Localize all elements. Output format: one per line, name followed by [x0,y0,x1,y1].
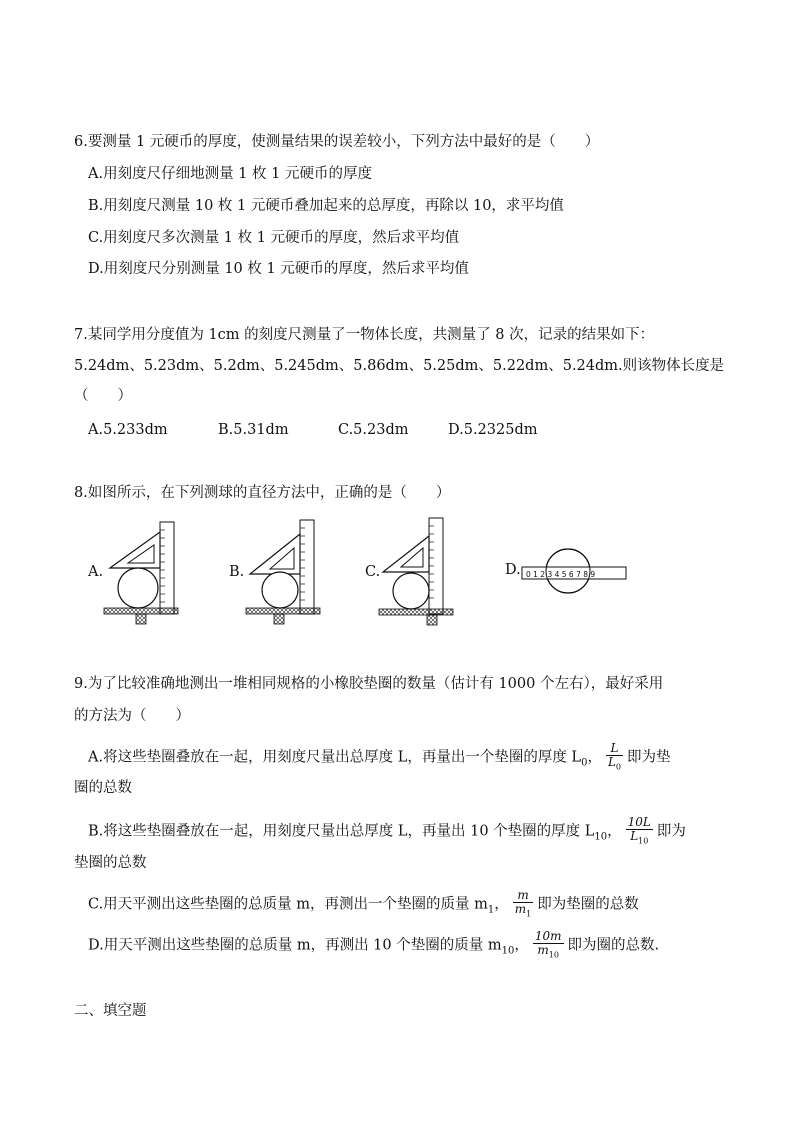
q9-option-a: A.将这些垫圈叠放在一起，用刻度尺量出总厚度 L，再量出一个垫圈的厚度 $L_0$， $\frac{L}{L_0}$ 即为垫 [88,741,671,772]
q9-option-c-text: C.用天平测出这些垫圈的总质量 m，再测出一个垫圈的质量 m [88,896,488,913]
q7-stem-line2: 5.24dm、5.23dm、5.2dm、5.245dm、5.86dm、5.25dm、5.22dm、5.24dm.则该物体长度是 [74,358,725,374]
q7-option-a: A.5.233dm [88,422,168,438]
q9-option-c-fraction: $\frac{m}{m_1}$ [514,888,532,919]
q6-stem: 6.要测量 1 元硬币的厚度，使测量结果的误差较小，下列方法中最好的是（ ） [74,134,600,150]
q9-option-b-cont: 垫圈的总数 [74,855,147,871]
q9-stem-line1: 9.为了比较准确地测出一堆相同规格的小橡胶垫圈的数量（估计有 1000 个左右），最好采用 [74,676,664,692]
q9-option-d-sub: 10 [501,945,515,957]
q9-option-c-tail: 即为垫圈的总数 [537,896,639,913]
q9-option-b-tail: 即为 [656,823,686,840]
q9-option-a-fraction: $\frac{L}{L_0}$ [607,741,621,772]
q8-figure-c-label: C. [365,564,381,580]
q7-stem-line3: （ ） [74,388,132,404]
q7-option-b: B.5.31dm [218,422,289,438]
q8-figure-d-label: D. [505,562,521,578]
q8-figure-b-label: B. [229,564,245,580]
q9-option-b-fraction: $\frac{10L}{L_{10}}$ [627,815,651,846]
section2-title: 二、填空题 [74,1003,147,1019]
q9-option-a-cont: 圈的总数 [74,780,132,796]
q9-option-d-tail: 即为圈的总数. [567,937,660,954]
q8-figure-b [242,518,322,628]
q6-option-c: C.用刻度尺多次测量 1 枚 1 元硬币的厚度，然后求平均值 [88,230,460,246]
q9-option-d-text: D.用天平测出这些垫圈的总质量 m，再测出 10 个垫圈的质量 m [88,937,502,954]
q9-option-c-sub: 1 [487,904,495,916]
q9-option-a-tail: 即为垫 [627,749,671,766]
q8-figure-d-ruler-digits: 0 1 2 3 4 5 6 7 8 9 [526,570,596,579]
q8-stem: 8.如图所示，在下列测球的直径方法中，正确的是（ ） [74,485,451,501]
q9-option-d-fraction: $\frac{10m}{m_{10}}$ [534,929,562,960]
q6-option-d: D.用刻度尺分别测量 10 枚 1 元硬币的厚度，然后求平均值 [88,261,469,277]
q8-figure-c [377,516,457,628]
q9-option-a-text: A.将这些垫圈叠放在一起，用刻度尺量出总厚度 L，再量出一个垫圈的厚度 L [88,749,582,766]
q9-stem-line2: 的方法为（ ） [74,708,190,724]
q8-figure-d [518,546,628,596]
q8-figure-a-label: A. [88,564,104,580]
q6-option-a: A.用刻度尺仔细地测量 1 枚 1 元硬币的厚度 [88,166,372,182]
q6-option-b: B.用刻度尺测量 10 枚 1 元硬币叠加起来的总厚度，再除以 10，求平均值 [88,198,564,214]
q9-option-d: D.用天平测出这些垫圈的总质量 m，再测出 10 个垫圈的质量 $m_{10}$， $\frac{10m}{m_{10}}$ 即为圈的总数. [88,929,660,960]
q9-option-b-text: B.将这些垫圈叠放在一起，用刻度尺量出总厚度 L，再量出 10 个垫圈的厚度 L [88,823,595,840]
q9-option-a-sub: 0 [581,757,588,769]
q9-option-b: B.将这些垫圈叠放在一起，用刻度尺量出总厚度 L，再量出 10 个垫圈的厚度 $L_{10}$， $\frac{10L}{L_{10}}$ 即为 [88,815,686,846]
q9-option-b-sub: 10 [594,831,608,843]
q8-figure-a [100,518,180,628]
q7-stem-line1: 7.某同学用分度值为 1cm 的刻度尺测量了一物体长度，共测量了 8 次，记录的结果如下： [74,327,655,343]
q9-option-c: C.用天平测出这些垫圈的总质量 m，再测出一个垫圈的质量 $m_1$， $\frac{m}{m_1}$ 即为垫圈的总数 [88,888,639,919]
q7-option-d: D.5.2325dm [448,422,538,438]
q7-option-c: C.5.23dm [338,422,409,438]
